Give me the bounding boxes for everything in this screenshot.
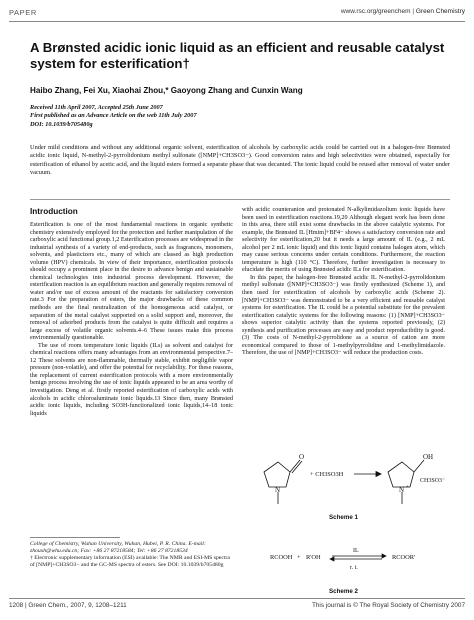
paragraph: The use of room temperature ionic liquids (ILs) as solvent and catalyst for chemical reactions offers many advantages from an environmental perspective.7–12 These solvents are non-flammable, thermally stable, exhibit negligible vapor pressure (non-volatile), and offer the potential for recyclability. For these reasons, the replacement of current esterification protocols with a more environmentally benign process involving the use of ionic liquids appeared to be an area worthy of investigation. Deng et al. firstly reported esterification of carboxylic acids with alcohols in acidic chloroaluminate ionic liquids.13 Since then, many Brønsted acidic ionic liquids, including SO3H-functionalized ionic liquids,14–18 ionic liquids xyxy=(30,342,233,417)
published-date: First published as an Advance Article on the web 11th July 2007 xyxy=(30,112,197,120)
scheme-1-label: Scheme 1 xyxy=(329,514,358,521)
header-rule xyxy=(9,21,465,22)
abstract-divider xyxy=(30,199,450,200)
scheme-1-structure xyxy=(242,430,445,518)
svg-text:O: O xyxy=(299,453,305,461)
svg-text:N: N xyxy=(275,486,281,494)
footer-copyright: This journal is © The Royal Society of Chemistry 2007 xyxy=(311,602,465,609)
paragraph: with acidic counteranion and protonated N-alkylimidazolium ionic liquids have been used in esterification reactions.19,20 Although elegant work has been done in this area, there still exist some drawbacks in the above catalytic systems. For example, the Brønsted IL [Hmim]+BF4− shows a satisfactory conversion rate and selectivity for esterification,20 but it needs a large amount of IL (e.g., 2 mL alcohol per 2 mL ionic liquid) and this ionic liquid contains halogen atom, which may cause serious concerns under certain conditions. Furthermore, the reaction temperature is high (110 °C). Therefore, further investigation is necessary to elucidate the merits of using Brønsted acidic ILs for esterification. xyxy=(242,207,445,274)
product-ester: RCOOR' xyxy=(392,554,416,561)
svg-text:OH: OH xyxy=(423,453,434,461)
journal-name: Green Chemistry xyxy=(415,8,465,15)
affiliation-footnote: College of Chemistry, Wuhan University, Wuhan, Hubei, P. R. China. E-mail: zhouxh@whu.edu.cn; Fax: +86 27 87218584; Tel: +86 27 87218534 xyxy=(30,541,206,554)
svg-text:+: + xyxy=(406,485,409,490)
reactant-alcohol: R'OH xyxy=(306,554,321,561)
reactant-acid: RCOOH xyxy=(270,554,293,561)
esi-footnote: † Electronic supplementary information (ESI) available: The NMR and ESI-MS spectra of [NMP]+CH3SO3− and the GC-MS spectra of esters. See DOI: 10.1039/b705480g xyxy=(30,555,230,568)
author-list: Haibo Zhang, Fei Xu, Xiaohai Zhou,* Gaoyong Zhang and Cunxin Wang xyxy=(30,86,303,95)
conditions-label: r. t. xyxy=(350,565,358,571)
journal-url[interactable]: www.rsc.org/greenchem xyxy=(340,8,411,15)
catalyst-label: IL xyxy=(353,548,359,554)
article-title: A Brønsted acidic ionic liquid as an efficient and reusable catalyst system for esterification† xyxy=(30,40,445,71)
section-heading-introduction: Introduction xyxy=(30,207,78,216)
section-label: PAPER xyxy=(9,8,37,17)
equilibrium-arrow xyxy=(330,554,386,561)
svg-text:CH3SO3⁻: CH3SO3⁻ xyxy=(420,478,445,484)
left-column xyxy=(30,207,233,418)
doi[interactable]: DOI: 10.1039/b705480g xyxy=(30,120,93,128)
page-footer xyxy=(9,602,465,612)
paragraph: In this paper, the halogen-free Brønsted acidic IL N-methyl-2-pyrrolidonium methyl sulfonate ([NMP]+CH3SO3−) was firstly synthesized (Scheme 1), and then used for esterification of alcohols by carboxylic acids (Scheme 2). [NMP]+CH3SO3− was demonstrated to be a very efficient and reusable catalyst systems for esterification. The IL could be a potential substitute for the prevalent esterification catalytic systems for the following reasons: (1) [NMP]+CH3SO3− shows superior catalytic activity than the systems reported previously, (2) synthesis and purification processes are easy and product reproducibility is good. (3) The costs of N-methyl-2-pyrrolidone as a source of cation are more economical compared to those of 1-methylpyrrolidine and 1-methylimidazole. Therefore, the use of [NMP]+CH3SO3− will reduce the production costs. xyxy=(242,274,445,357)
scheme-2-equation xyxy=(242,538,445,582)
scheme-1-reagent: + CH3SO3H xyxy=(310,471,344,478)
plus-sign: + xyxy=(297,554,301,561)
header-separator: | xyxy=(412,8,415,15)
nmp-salt-molecule xyxy=(388,460,424,504)
paragraph: Esterification is one of the most fundamental reactions in organic synthetic chemistry extensively employed for the protection and further manipulation of the carboxylic acid functional group.1,2 Esterification processes are widespread in the industrial synthesis of a variety of end-products, such as fragrances, monomers, solvents, and plasticizers etc., many of which are classed as high production volume (HPV) chemicals. In view of their importance, esterification protocols should occupy a prominent place in the desire to advance benign and sustainable chemical technologies into industrial process development. However, the esterification reaction is an equilibrium reaction and generally requires removal of water and/or use of excess amount of the reactants for satisfactory conversion rate.3 For the preparation of esters, the major drawbacks of these common methods are the final neutralization of the homogeneous acid catalyst, or separation of the metal catalyst supported on a solid support and, moreover, the removal of adsorbed products from the catalyst is quite difficult and requires a large excess of volatile organic solvents.4–6 These issues make this process environmentally questionable. xyxy=(30,222,233,342)
reaction-arrow xyxy=(354,472,381,477)
footer-citation: 1208 | Green Chem., 2007, 9, 1208–1211 xyxy=(9,602,127,609)
scheme-2-label: Scheme 2 xyxy=(329,588,358,595)
footnotes xyxy=(30,541,233,569)
scheme-2 xyxy=(242,538,445,588)
received-dates: Received 11th April 2007, Accepted 25th June 2007 xyxy=(30,104,163,111)
article-meta xyxy=(30,104,450,129)
nmp-molecule xyxy=(264,460,302,504)
page-header xyxy=(9,8,465,22)
header-right xyxy=(341,8,465,15)
footnote-divider xyxy=(30,537,120,538)
scheme-1 xyxy=(242,430,445,545)
svg-text:N: N xyxy=(399,486,405,494)
right-column xyxy=(242,207,445,358)
footer-rule xyxy=(9,598,465,599)
abstract: Under mild conditions and without any additional organic solvent, esterification of alcohols by carboxylic acids could be carried out in a halogen-free Brønsted acidic ionic liquid, N-methyl-2-pyrrolidonium methyl sulfonate ([NMP]+CH3SO3−). Good conversion rates and high selectivities were obtained, especially for esterification of ethanol by acetic acid, and the liquid esters formed a separate phase that was decanted. The ionic liquid could be reused after removal of water under vacuum. xyxy=(30,144,450,177)
